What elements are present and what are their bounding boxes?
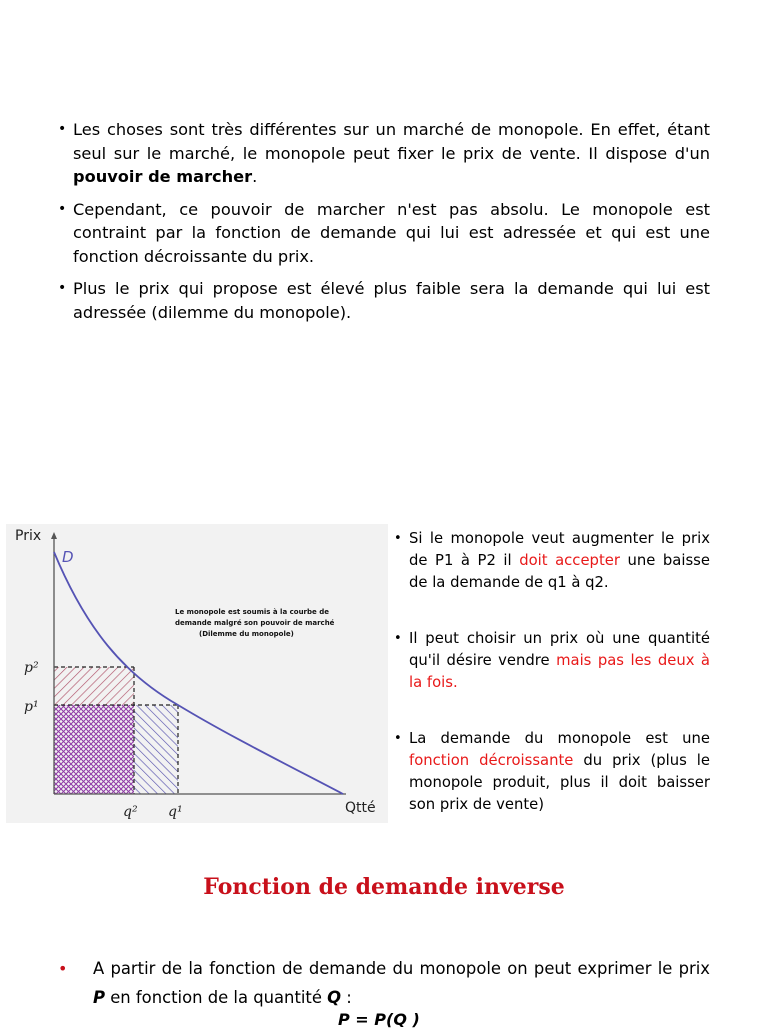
intro-bullet-2: • Cependant, ce pouvoir de marcher n'est pas absolu. Le monopole est contraint par la fonction de demande qui lui est adressée et qui est une fonction décroissante du prix. xyxy=(58,198,710,269)
section-title: Fonction de demande inverse xyxy=(203,874,565,900)
inverse-demand-text-a: A partir de la fonction de demande du monopole on peut exprimer le prix xyxy=(93,959,710,978)
side-note-1-b: une baisse de la demande de q1 à q2. xyxy=(409,552,710,591)
side-note-3 xyxy=(394,728,710,816)
intro-bullet-1-bold: pouvoir de marcher xyxy=(73,167,253,186)
x-tick-q2: q² xyxy=(123,804,138,820)
side-note-3-a: La demande du monopole est une xyxy=(409,730,710,747)
intro-bullet-3: • Plus le prix qui propose est élevé plus faible sera la demande qui lui est adressée (dilemme du monopole). xyxy=(58,277,710,324)
side-note-1-a: Si le monopole veut augmenter le prix de P1 à P2 il xyxy=(409,530,710,569)
inverse-demand-formula: P = P(Q ) xyxy=(338,1010,420,1029)
side-note-3-b: du prix (plus le monopole produit, plus il doit baisser son prix de vente) xyxy=(409,752,710,813)
inverse-demand-text-b: en fonction de la quantité xyxy=(105,988,328,1007)
y-axis-arrow-icon xyxy=(51,532,57,539)
y-tick-p2: p² xyxy=(24,660,39,676)
side-note-1-red: doit accepter xyxy=(519,552,620,569)
p2-band-hatch xyxy=(54,667,134,705)
side-note-1 xyxy=(394,528,710,594)
y-axis-label: Prix xyxy=(15,528,42,544)
x-axis-label: Qtté xyxy=(345,800,376,816)
annotation-line-3: (Dilemme du monopole) xyxy=(199,630,294,638)
intro-bullets xyxy=(58,118,710,333)
inverse-demand-bullets xyxy=(58,954,710,1012)
intro-bullet-1-end: . xyxy=(252,167,258,186)
demand-chart-svg xyxy=(6,524,388,823)
quantity-symbol: Q xyxy=(327,988,342,1007)
demand-chart xyxy=(6,524,388,823)
side-note-2-a: Il peut choisir un prix où une quantité qu'il désire vendre xyxy=(409,630,710,669)
intro-bullet-1 xyxy=(58,118,710,189)
q1-band-hatch xyxy=(134,705,178,794)
inverse-demand-bullet xyxy=(58,954,710,1012)
chart-annotation xyxy=(175,608,337,638)
annotation-line-1: Le monopole est soumis à la courbe de xyxy=(175,608,329,616)
overlap-hatch xyxy=(54,705,134,794)
side-note-2-red: mais pas les deux à la fois. xyxy=(409,652,710,691)
inverse-demand-text-c: : xyxy=(341,988,352,1007)
side-notes xyxy=(394,528,710,816)
side-note-3-red: fonction décroissante xyxy=(409,752,574,769)
y-tick-p1: p¹ xyxy=(24,699,39,715)
curve-label: D xyxy=(62,548,74,566)
side-note-2 xyxy=(394,628,710,694)
price-symbol: P xyxy=(93,988,106,1007)
x-tick-q1: q¹ xyxy=(168,804,183,820)
intro-bullet-1-text: Les choses sont très différentes sur un marché de monopole. En effet, étant seul sur le marché, le monopole peut fixer le prix de vente. Il dispose d'un xyxy=(73,120,710,163)
annotation-line-2: demande malgré son pouvoir de marché xyxy=(175,619,335,627)
